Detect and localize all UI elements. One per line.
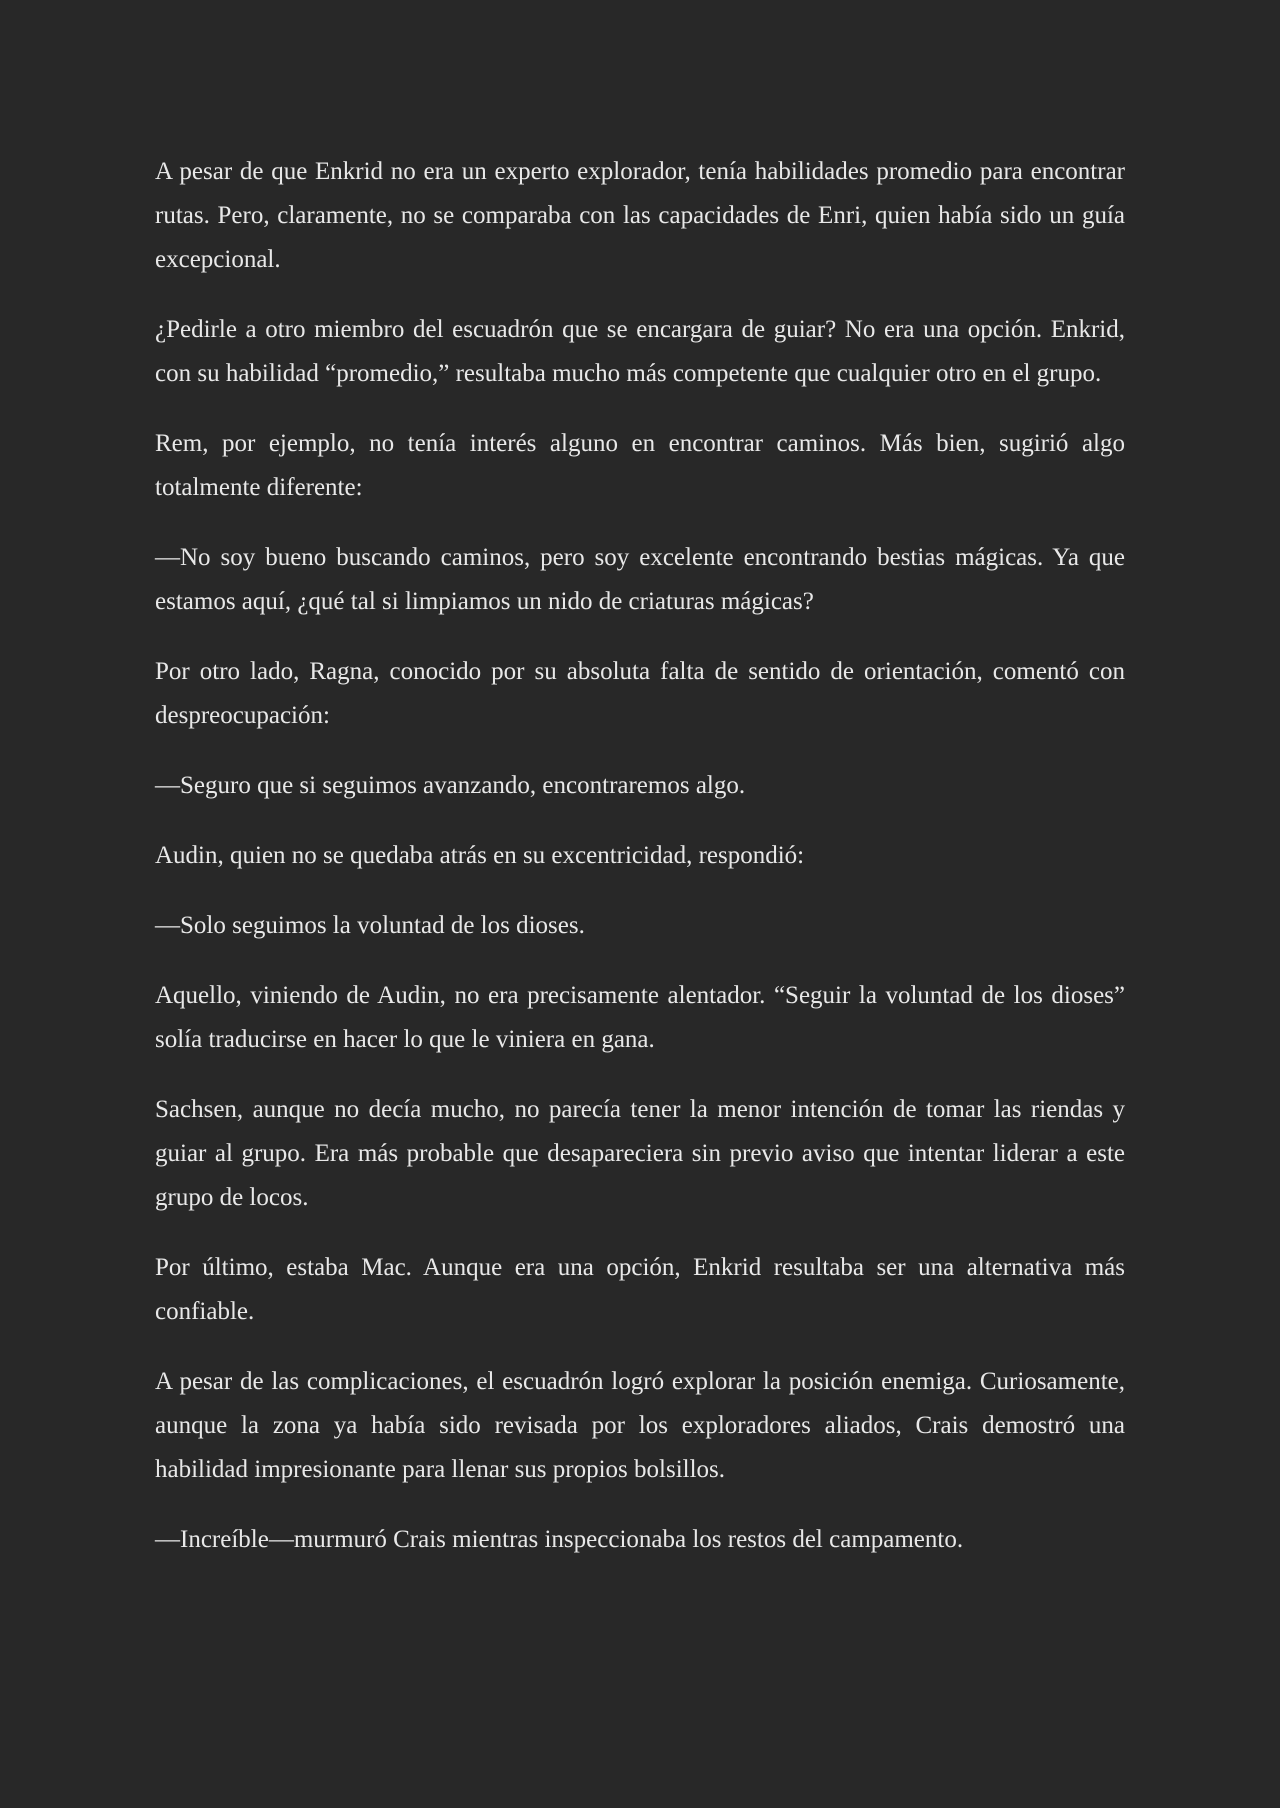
paragraph-1: A pesar de que Enkrid no era un experto explorador, tenía habilidades promedio para encontrar rutas. Pero, claramente, no se comparaba con las capacidades de Enri, quien había sido un guía excepcional. <box>155 158 1125 273</box>
paragraph-10: Sachsen, aunque no decía mucho, no parecía tener la menor intención de tomar las riendas y guiar al grupo. Era más probable que desapareciera sin previo aviso que intentar liderar a este grupo de locos. <box>155 1096 1125 1211</box>
paragraph-4: —No soy bueno buscando caminos, pero soy excelente encontrando bestias mágicas. Ya que estamos aquí, ¿qué tal si limpiamos un nido de criaturas mágicas? <box>155 544 1125 615</box>
paragraph-8: —Solo seguimos la voluntad de los dioses. <box>155 912 585 939</box>
paragraph-13: —Increíble—murmuró Crais mientras inspeccionaba los restos del campamento. <box>155 1526 964 1553</box>
paragraph-2: ¿Pedirle a otro miembro del escuadrón que se encargara de guiar? No era una opción. Enkrid, con su habilidad “promedio,” resultaba mucho más competente que cualquier otro en el grupo. <box>155 316 1125 387</box>
paragraph-7: Audin, quien no se quedaba atrás en su excentricidad, respondió: <box>155 842 805 869</box>
paragraph-11: Por último, estaba Mac. Aunque era una opción, Enkrid resultaba ser una alternativa más confiable. <box>155 1254 1125 1325</box>
paragraph-3: Rem, por ejemplo, no tenía interés alguno en encontrar caminos. Más bien, sugirió algo totalmente diferente: <box>155 430 1125 501</box>
paragraph-12: A pesar de las complicaciones, el escuadrón logró explorar la posición enemiga. Curiosamente, aunque la zona ya había sido revisada por los exploradores aliados, Crais demostró una habilidad impresionante para llenar sus propios bolsillos. <box>155 1368 1125 1483</box>
paragraph-6: —Seguro que si seguimos avanzando, encontraremos algo. <box>155 772 746 799</box>
paragraph-5: Por otro lado, Ragna, conocido por su absoluta falta de sentido de orientación, comentó con despreocupación: <box>155 658 1125 729</box>
paragraph-9: Aquello, viniendo de Audin, no era precisamente alentador. “Seguir la voluntad de los dioses” solía traducirse en hacer lo que le viniera en gana. <box>155 982 1125 1053</box>
